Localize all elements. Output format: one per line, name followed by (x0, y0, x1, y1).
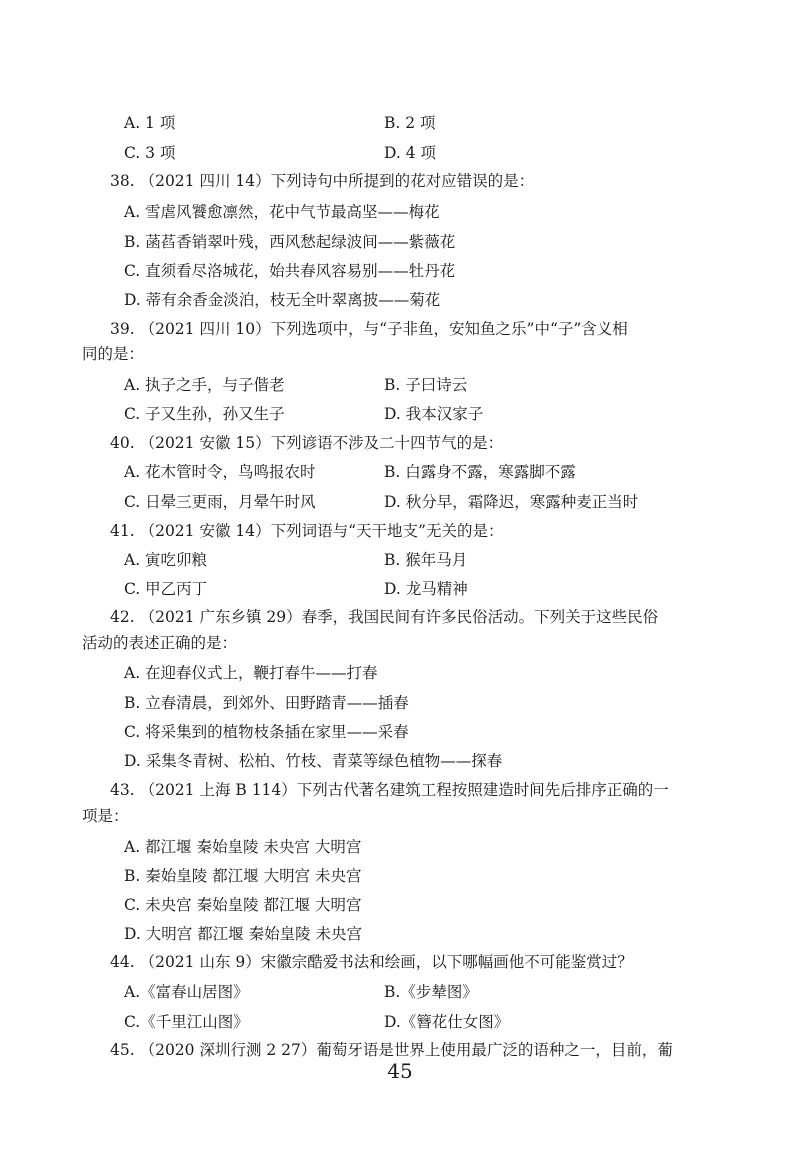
q43-option-a: A. 都江堰 秦始皇陵 未央宫 大明宫 (124, 838, 362, 856)
q43-stem: 43. （2021 上海 B 114）下列古代著名建筑工程按照建造时间先后排序正确的一 (110, 781, 669, 799)
q38-option-b: B. 菡萏香销翠叶残，西风愁起绿波间——紫薇花 (124, 233, 456, 251)
q38-option-c: C. 直须看尽洛城花，始共春风容易别——牡丹花 (124, 262, 456, 280)
q39-stem-cont: 同的是： (82, 345, 145, 363)
q41-option-a: A. 寅吃卯粮 (124, 551, 208, 569)
q39-option-c: C. 子又生孙，孙又生子 (124, 405, 285, 423)
q42-option-b: B. 立春清晨，到郊外、田野踏青——插春 (124, 694, 409, 712)
q39-option-d: D. 我本汉家子 (384, 405, 484, 423)
q40-option-b: B. 白露身不露，寒露脚不露 (384, 463, 576, 481)
q41-stem: 41. （2021 安徽 14）下列词语与“天干地支”无关的是： (110, 522, 504, 540)
q39-stem: 39. （2021 四川 10）下列选项中，与“子非鱼，安知鱼之乐”中“子”含义相 (110, 320, 628, 338)
q38-stem: 38. （2021 四川 14）下列诗句中所提到的花对应错误的是： (110, 172, 535, 190)
q40-option-c: C. 日晕三更雨，月晕午时风 (124, 493, 316, 511)
q41-option-c: C. 甲乙丙丁 (124, 580, 208, 598)
q42-stem-cont: 活动的表述正确的是： (82, 634, 238, 652)
q40-stem: 40. （2021 安徽 15）下列谚语不涉及二十四节气的是： (110, 434, 504, 452)
q37-option-d: D. 4 项 (384, 144, 437, 162)
q43-stem-cont: 项是： (82, 807, 129, 825)
q40-option-d: D. 秋分早，霜降迟，寒露种麦正当时 (384, 493, 639, 511)
q43-option-c: C. 未央宫 秦始皇陵 都江堰 大明宫 (124, 896, 362, 914)
q41-option-d: D. 龙马精神 (384, 580, 468, 598)
q44-option-d: D.《簪花仕女图》 (384, 1013, 510, 1031)
q41-option-b: B. 猴年马月 (384, 551, 468, 569)
q44-option-c: C.《千里江山图》 (124, 1013, 249, 1031)
q44-option-a: A.《富春山居图》 (124, 983, 249, 1001)
q38-option-a: A. 雪虐风饕愈凛然，花中气节最高坚——梅花 (124, 203, 440, 221)
q42-option-d: D. 采集冬青树、松柏、竹枝、青菜等绿色植物——探春 (124, 752, 503, 770)
q40-option-a: A. 花木管时令，鸟鸣报农时 (124, 463, 316, 481)
q42-option-c: C. 将采集到的植物枝条插在家里——采春 (124, 723, 409, 741)
q45-stem: 45. （2020 深圳行测 2 27）葡萄牙语是世界上使用最广泛的语种之一，目前，葡 (110, 1041, 673, 1059)
q44-stem: 44. （2021 山东 9）宋徽宗酷爱书法和绘画，以下哪幅画他不可能鉴赏过？ (110, 953, 633, 971)
q37-option-b: B. 2 项 (384, 114, 436, 132)
q43-option-d: D. 大明宫 都江堰 秦始皇陵 未央宫 (124, 925, 363, 943)
q38-option-d: D. 蒂有余香金淡泊，枝无全叶翠离披——菊花 (124, 291, 441, 309)
q39-option-a: A. 执子之手，与子偕老 (124, 376, 285, 394)
page-number: 45 (387, 1059, 413, 1083)
q42-option-a: A. 在迎春仪式上，鞭打春牛——打春 (124, 664, 378, 682)
q43-option-b: B. 秦始皇陵 都江堰 大明宫 未央宫 (124, 867, 362, 885)
q44-option-b: B.《步辇图》 (384, 983, 478, 1001)
q37-option-c: C. 3 项 (124, 144, 176, 162)
q39-option-b: B. 子曰诗云 (384, 376, 468, 394)
q42-stem: 42. （2021 广东乡镇 29）春季，我国民间有许多民俗活动。下列关于这些民俗 (110, 608, 659, 626)
q37-option-a: A. 1 项 (124, 114, 176, 132)
